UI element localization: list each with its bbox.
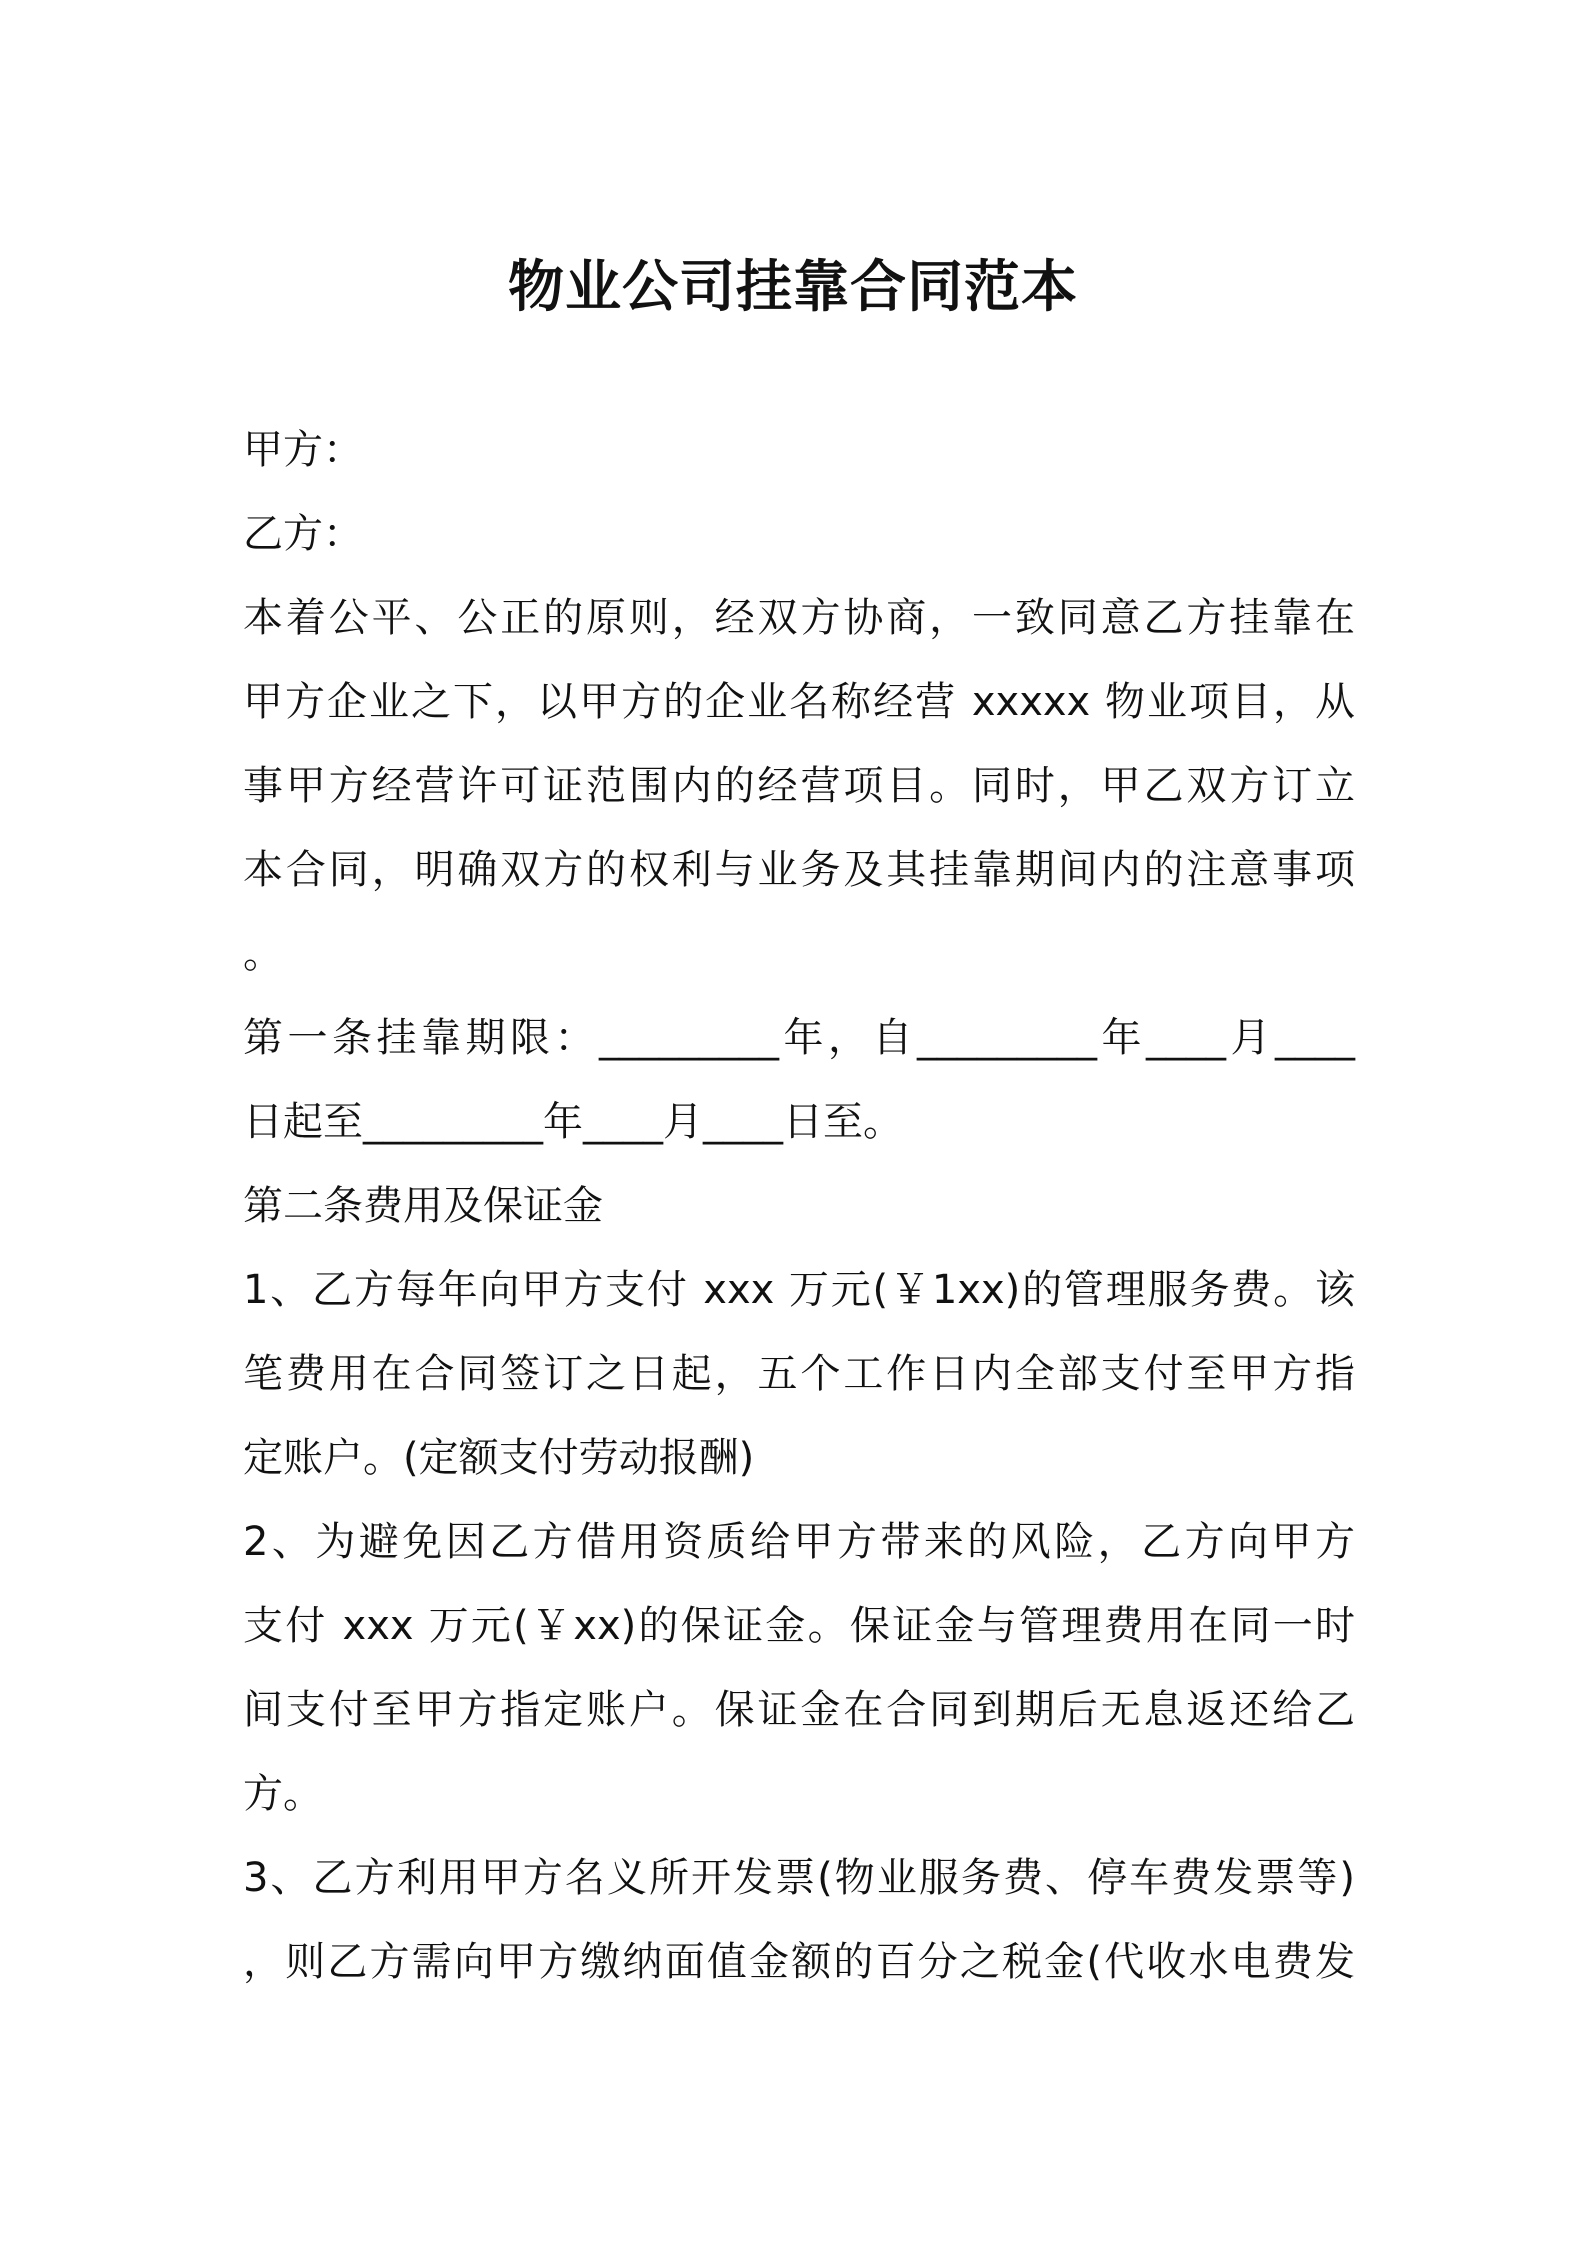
clause-1-line: 定账户。(定额支付劳动报酬) <box>243 1435 755 1481</box>
clause-2-line: 间支付至甲方指定账户。保证金在合同到期后无息返还给乙 <box>243 1687 1355 1733</box>
clause-2-line: 方。 <box>243 1771 323 1817</box>
paragraph-line: 本合同，明确双方的权利与业务及其挂靠期间内的注意事项 <box>243 847 1355 893</box>
article-2-heading: 第二条费用及保证金 <box>243 1183 603 1229</box>
party-b-line: 乙方： <box>243 511 363 557</box>
paragraph-line: 本着公平、公正的原则，经双方协商，一致同意乙方挂靠在 <box>243 595 1355 641</box>
paragraph-line: 甲方企业之下，以甲方的企业名称经营 xxxxx 物业项目，从 <box>243 679 1355 725</box>
clause-3-line: ，则乙方需向甲方缴纳面值金额的百分之税金(代收水电费发 <box>243 1939 1355 1985</box>
article-1-line: 日起至_________年____月____日至。 <box>243 1099 903 1145</box>
document-body <box>243 408 1355 2004</box>
document-title: 物业公司挂靠合同范本 <box>508 255 1078 320</box>
paragraph-line: 。 <box>243 931 283 977</box>
clause-2-line: 2、为避免因乙方借用资质给甲方带来的风险，乙方向甲方 <box>243 1519 1355 1565</box>
party-a-line: 甲方： <box>243 427 363 473</box>
clause-2-line: 支付 xxx 万元(￥xx)的保证金。保证金与管理费用在同一时 <box>243 1603 1355 1649</box>
clause-3-line: 3、乙方利用甲方名义所开发票(物业服务费、停车费发票等) <box>243 1855 1355 1901</box>
clause-1-line: 笔费用在合同签订之日起，五个工作日内全部支付至甲方指 <box>243 1351 1355 1397</box>
article-1-line: 第一条挂靠期限：_________年，自_________年____月____ <box>243 1015 1355 1061</box>
clause-1-line: 1、乙方每年向甲方支付 xxx 万元(￥1xx)的管理服务费。该 <box>243 1267 1355 1313</box>
paragraph-line: 事甲方经营许可证范围内的经营项目。同时，甲乙双方订立 <box>243 763 1355 809</box>
